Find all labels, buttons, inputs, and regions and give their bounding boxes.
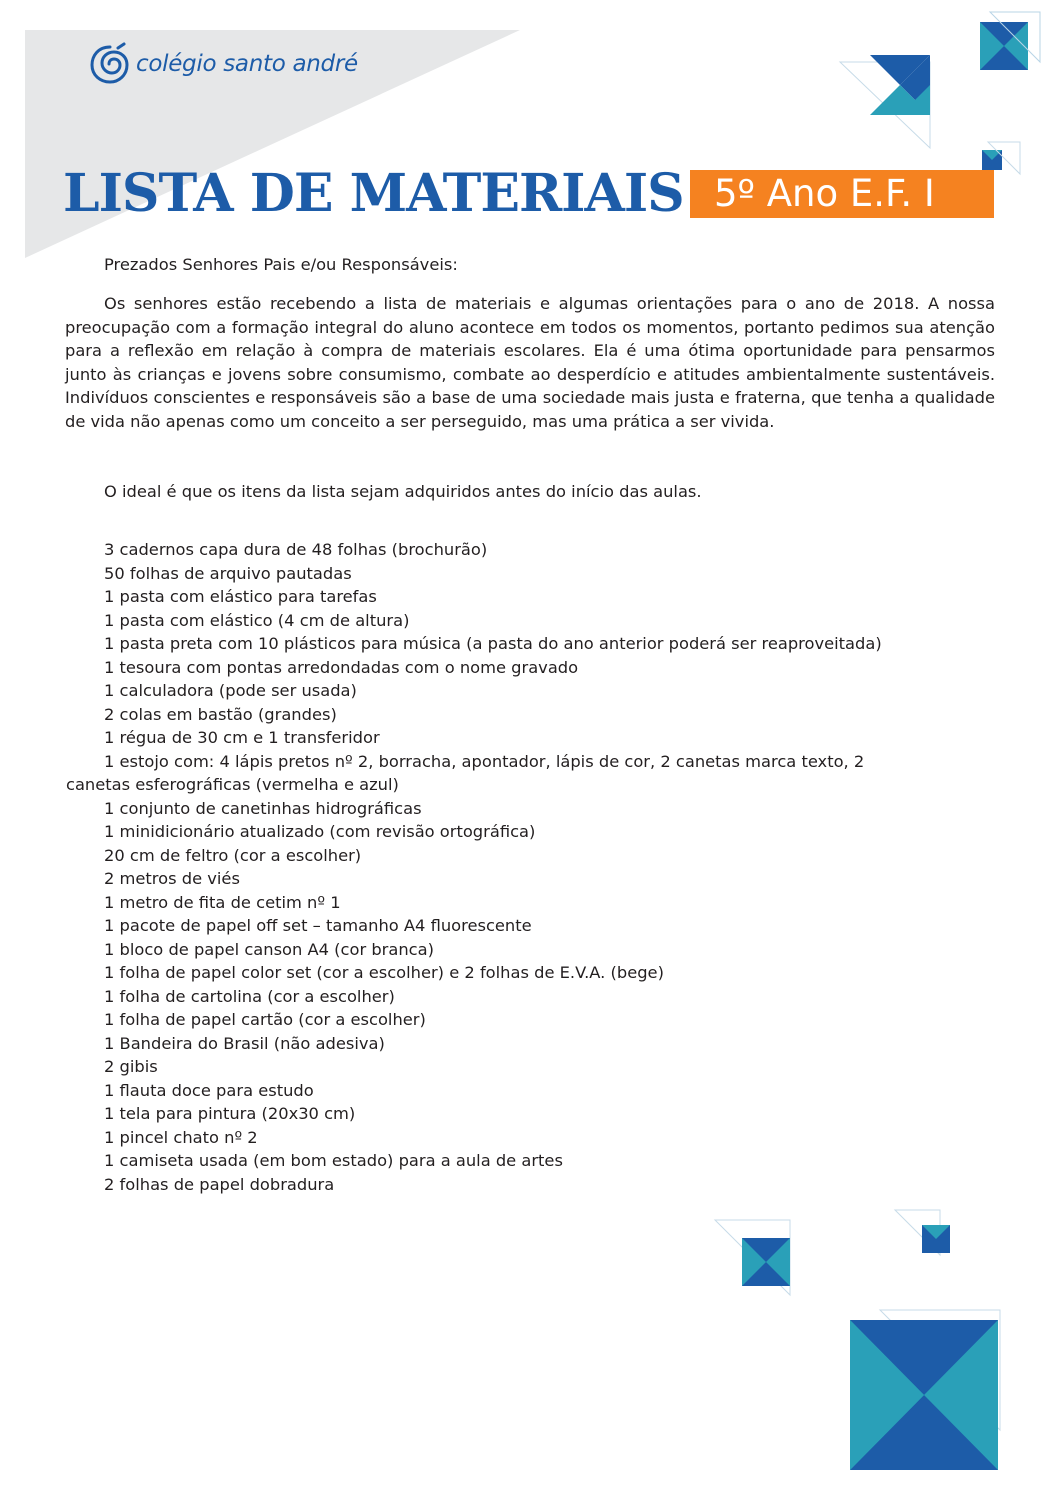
list-item: 1 flauta doce para estudo: [104, 1080, 314, 1100]
school-logo: [88, 42, 358, 86]
materials-list: [0, 538, 964, 1196]
ideal-note: O ideal é que os itens da lista sejam adquiridos antes do início das aulas.: [104, 482, 702, 501]
list-item: 2 colas em bastão (grandes): [104, 704, 337, 724]
list-item: 1 folha de papel cartão (cor a escolher): [104, 1010, 426, 1029]
list-item: 1 conjunto de canetinhas hidrográficas: [104, 798, 422, 818]
list-item-wrapped-text: canetas esferográficas (vermelha e azul): [66, 775, 399, 794]
list-item: 1 metro de fita de cetim nº 1: [104, 892, 341, 912]
list-item: 1 pincel chato nº 2: [104, 1127, 258, 1147]
list-item: 50 folhas de arquivo pautadas: [104, 563, 352, 583]
list-item: 1 tela para pintura (20x30 cm): [104, 1104, 356, 1123]
list-item: 2 folhas de papel dobradura: [104, 1174, 335, 1194]
decorative-triangles-bottom: [700, 1200, 1058, 1497]
list-item: 1 pasta com elástico para tarefas: [104, 587, 377, 606]
intro-paragraph: Os senhores estão recebendo a lista de materiais e algumas orientações para o ano de 2018. A nossa preocupação com a formação integral do aluno acontece em todos os momentos, portanto pedimos sua atenção para a reflexão em relação à compra de materiais escolares. Ela é uma ótima oportunidade para pensarmos junto às crianças e jovens sobre consumismo, combate ao desperdício e atitudes ambientalmente sustentáveis. Indivíduos conscientes e responsáveis são a base de uma sociedade mais justa e fraterna, que tenha a qualidade de vida não apenas como um conceito a ser perseguido, mas uma prática a ser vivida.: [65, 294, 995, 431]
grade-badge: 5º Ano E.F. I: [690, 170, 994, 218]
list-item: 20 cm de feltro (cor a escolher): [104, 845, 362, 865]
school-name: colégio santo andré: [136, 51, 358, 77]
list-item: 3 cadernos capa dura de 48 folhas (brochurão): [104, 540, 488, 559]
list-item: 1 folha de papel color set (cor a escolher) e 2 folhas de E.V.A. (bege): [104, 963, 664, 982]
page-title: LISTA DE MATERIAIS: [63, 163, 684, 224]
list-item: 1 pasta com elástico (4 cm de altura): [104, 610, 410, 630]
list-item: 1 camiseta usada (em bom estado) para a aula de artes: [104, 1151, 563, 1170]
logo-swirl-icon: [88, 42, 132, 86]
header-gray-band: [0, 0, 700, 270]
list-item: 2 gibis: [104, 1057, 158, 1076]
list-item-continuation: [0, 773, 964, 797]
list-item: 1 pasta preta com 10 plásticos para música (a pasta do ano anterior poderá ser reaproveitada): [104, 634, 882, 653]
list-item: 1 calculadora (pode ser usada): [104, 681, 357, 700]
list-item: 1 tesoura com pontas arredondadas com o nome gravado: [104, 657, 579, 677]
list-item: 1 bloco de papel canson A4 (cor branca): [104, 939, 434, 959]
list-item: 1 folha de cartolina (cor a escolher): [104, 986, 395, 1006]
list-item: 1 estojo com: 4 lápis pretos nº 2, borracha, apontador, lápis de cor, 2 canetas marca texto, 2: [104, 751, 865, 771]
list-item: 1 pacote de papel off set – tamanho A4 fluorescente: [104, 916, 532, 935]
list-item: 1 régua de 30 cm e 1 transferidor: [104, 728, 380, 747]
list-item: 2 metros de viés: [104, 869, 240, 888]
list-item: 1 minidicionário atualizado (com revisão ortográfica): [104, 822, 536, 841]
list-item: 1 Bandeira do Brasil (não adesiva): [104, 1033, 385, 1053]
greeting: Prezados Senhores Pais e/ou Responsáveis:: [104, 255, 458, 274]
